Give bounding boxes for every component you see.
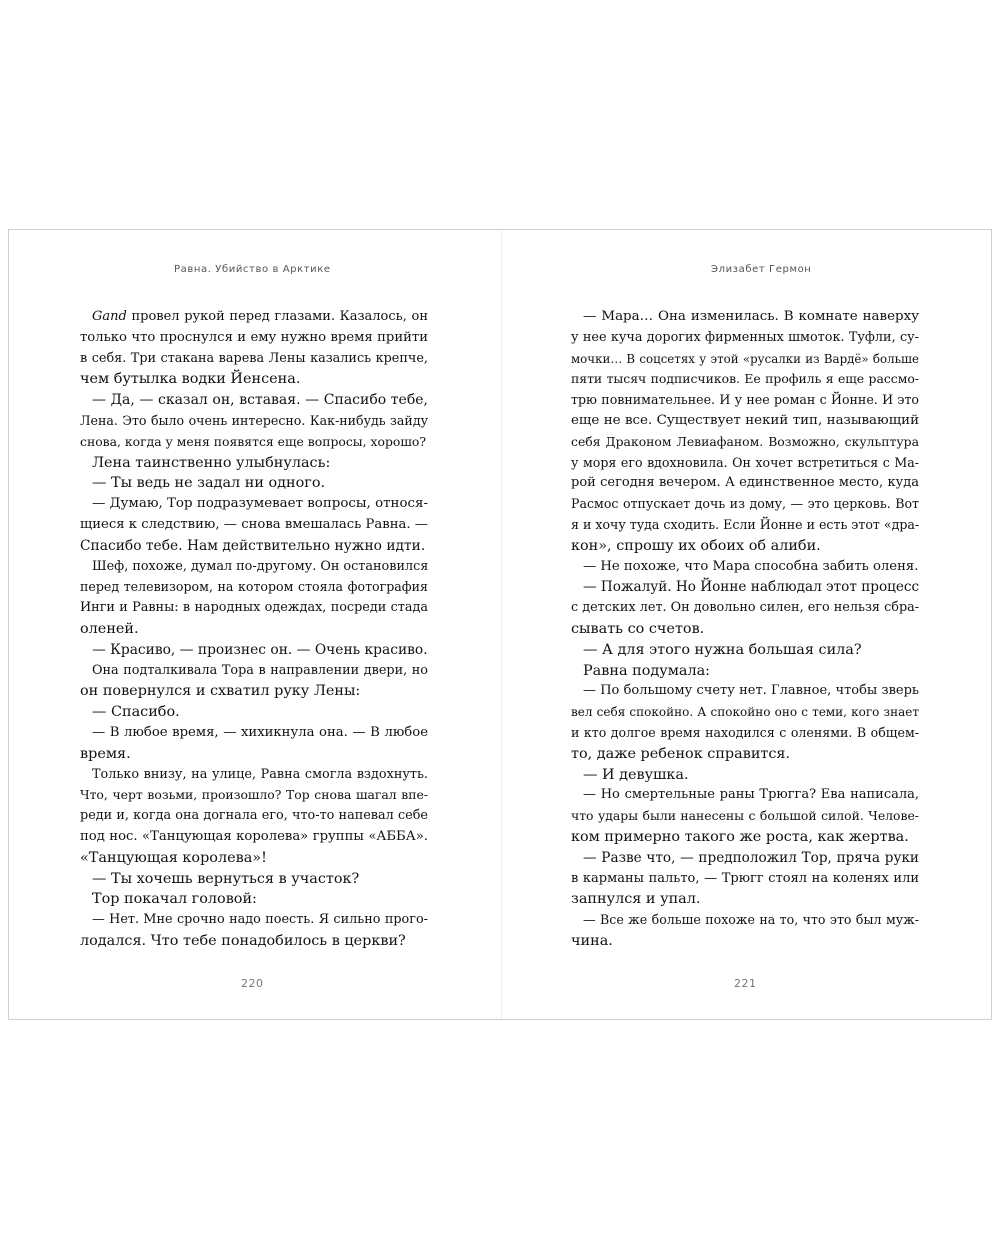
book-spread (8, 229, 992, 1020)
text-line: снова, когда у меня появятся еще вопросы, хорошо? (80, 433, 426, 449)
text-line: — Пожалуй. Но Йонне наблюдал этот процесс (583, 579, 920, 596)
text-line: Только внизу, на улице, Равна смогла вздохнуть. (92, 766, 428, 782)
text-line: Лена. Это было очень интересно. Как-нибудь зайду (80, 412, 428, 428)
text-line: пяти тысяч подписчиков. Ее профиль я еще рассмо- (571, 371, 919, 387)
text-line: ком примерно такого же роста, как жертва. (571, 828, 909, 845)
text-line: — И девушка. (583, 766, 689, 783)
text-line: оленей. (80, 620, 139, 637)
text-line: Gand провел рукой перед глазами. Казалось, он (92, 309, 428, 324)
text-line: — Разве что, — предположил Тор, пряча руки (583, 849, 919, 866)
text-line: только что проснулся и ему нужно время прийти (80, 329, 428, 345)
text-line: Инги и Равны: в народных одеждах, посреди стада (80, 600, 428, 616)
text-line: себя Драконом Левиафаном. Возможно, скульптура (571, 433, 919, 449)
text-line: под нос. «Танцующая королева» группы «АББА». (80, 828, 428, 844)
text-line: в себя. Три стакана варева Лены казались крепче, (80, 350, 428, 366)
text-line: Равна подумала: (583, 662, 711, 679)
text-line: чина. (571, 932, 613, 949)
text-line: я и хочу туда сходить. Если Йонне и есть этот «дра- (571, 516, 920, 532)
text-line: — Все же больше похоже на то, что это был муж- (583, 912, 919, 928)
text-line: вел себя спокойно. А спокойно оно с теми, кого знает (571, 705, 919, 720)
text-line: у моря его вдохновила. Он хочет встретиться с Ма- (571, 454, 919, 470)
text-line: — Да, — сказал он, вставая. — Спасибо тебе, (92, 392, 428, 409)
text-line: Расмос отпускает дочь из дому, — это церковь. Вот (571, 496, 919, 512)
text-line: — Красиво, — произнес он. — Очень красиво. (92, 641, 428, 658)
left-page (9, 230, 501, 1019)
text-line: рой сегодня вечером. А единственное место, куда (571, 475, 919, 491)
text-line: лодался. Что тебе понадобилось в церкви? (80, 932, 406, 949)
text-line: — Но смертельные раны Трюгга? Ева написала, (583, 787, 919, 803)
text-line: Тор покачал головой: (92, 891, 257, 908)
text-line: — Ты хочешь вернуться в участок? (92, 870, 360, 887)
text-line: Лена таинственно улыбнулась: (92, 454, 331, 471)
text-line: реди и, когда она догнала его, что-то напевал себе (80, 808, 428, 824)
text-line: чем бутылка водки Йенсена. (80, 371, 301, 388)
text-line: кон», спрошу их обоих об алиби. (571, 537, 821, 554)
text-line: время. (80, 745, 131, 762)
right-page-text (571, 307, 919, 952)
text-line: что удары были нанесены с большой силой. Челове- (571, 808, 919, 824)
text-line: Она подталкивала Тора в направлении двери, но (92, 662, 428, 678)
text-line: Спасибо тебе. Нам действительно нужно идти. (80, 537, 426, 554)
text-line: щиеся к следствию, — снова вмешалась Равна. — (80, 516, 428, 532)
text-line: Шеф, похоже, думал по-другому. Он остановился (92, 558, 429, 574)
text-line: в карманы пальто, — Трюгг стоял на коленях или (571, 870, 919, 886)
text-line: у нее куча дорогих фирменных шмоток. Туфли, су- (571, 329, 919, 345)
text-line: — Нет. Мне срочно надо поесть. Я сильно прого- (92, 912, 428, 928)
text-line: — В любое время, — хихикнула она. — В любое (92, 724, 428, 740)
text-line: — По большому счету нет. Главное, чтобы зверь (583, 683, 919, 699)
right-page (501, 230, 993, 1019)
left-page-number: 220 (241, 977, 264, 990)
right-running-head: Элизабет Гермон (711, 264, 812, 275)
text-line: — А для этого нужна большая сила? (583, 641, 862, 658)
text-line: — Мара… Она изменилась. В комнате наверху (583, 309, 919, 324)
text-line: — Думаю, Тор подразумевает вопросы, относя- (92, 496, 428, 512)
text-line: — Ты ведь не задал ни одного. (92, 475, 326, 492)
text-line: еще не все. Существует некий тип, называющий (571, 412, 919, 428)
text-line: — Спасибо. (92, 704, 180, 721)
text-line: мочки… В соцсетях у этой «русалки из Вардё» больше (571, 351, 919, 366)
left-page-text (80, 307, 428, 952)
text-line: то, даже ребенок справится. (571, 745, 791, 762)
left-running-head: Равна. Убийство в Арктике (174, 264, 331, 275)
text-line: — Не похоже, что Мара способна забить оленя. (583, 558, 919, 574)
text-line: запнулся и упал. (571, 891, 701, 908)
text-line: и кто долгое время находился с оленями. В общем- (571, 724, 919, 740)
text-line: с детских лет. Он довольно силен, его нельзя сбра- (571, 600, 920, 616)
text-line: трю повнимательнее. И у нее роман с Йонне. И это (571, 392, 919, 408)
text-line: сывать со счетов. (571, 620, 705, 637)
right-page-number: 221 (734, 977, 757, 990)
text-line: перед телевизором, на котором стояла фотография (80, 579, 428, 595)
text-line: «Танцующая королева»! (80, 849, 267, 866)
text-line: Что, черт возьми, произошло? Тор снова шагал впе- (80, 787, 428, 803)
text-line: он повернулся и схватил руку Лены: (80, 683, 361, 700)
